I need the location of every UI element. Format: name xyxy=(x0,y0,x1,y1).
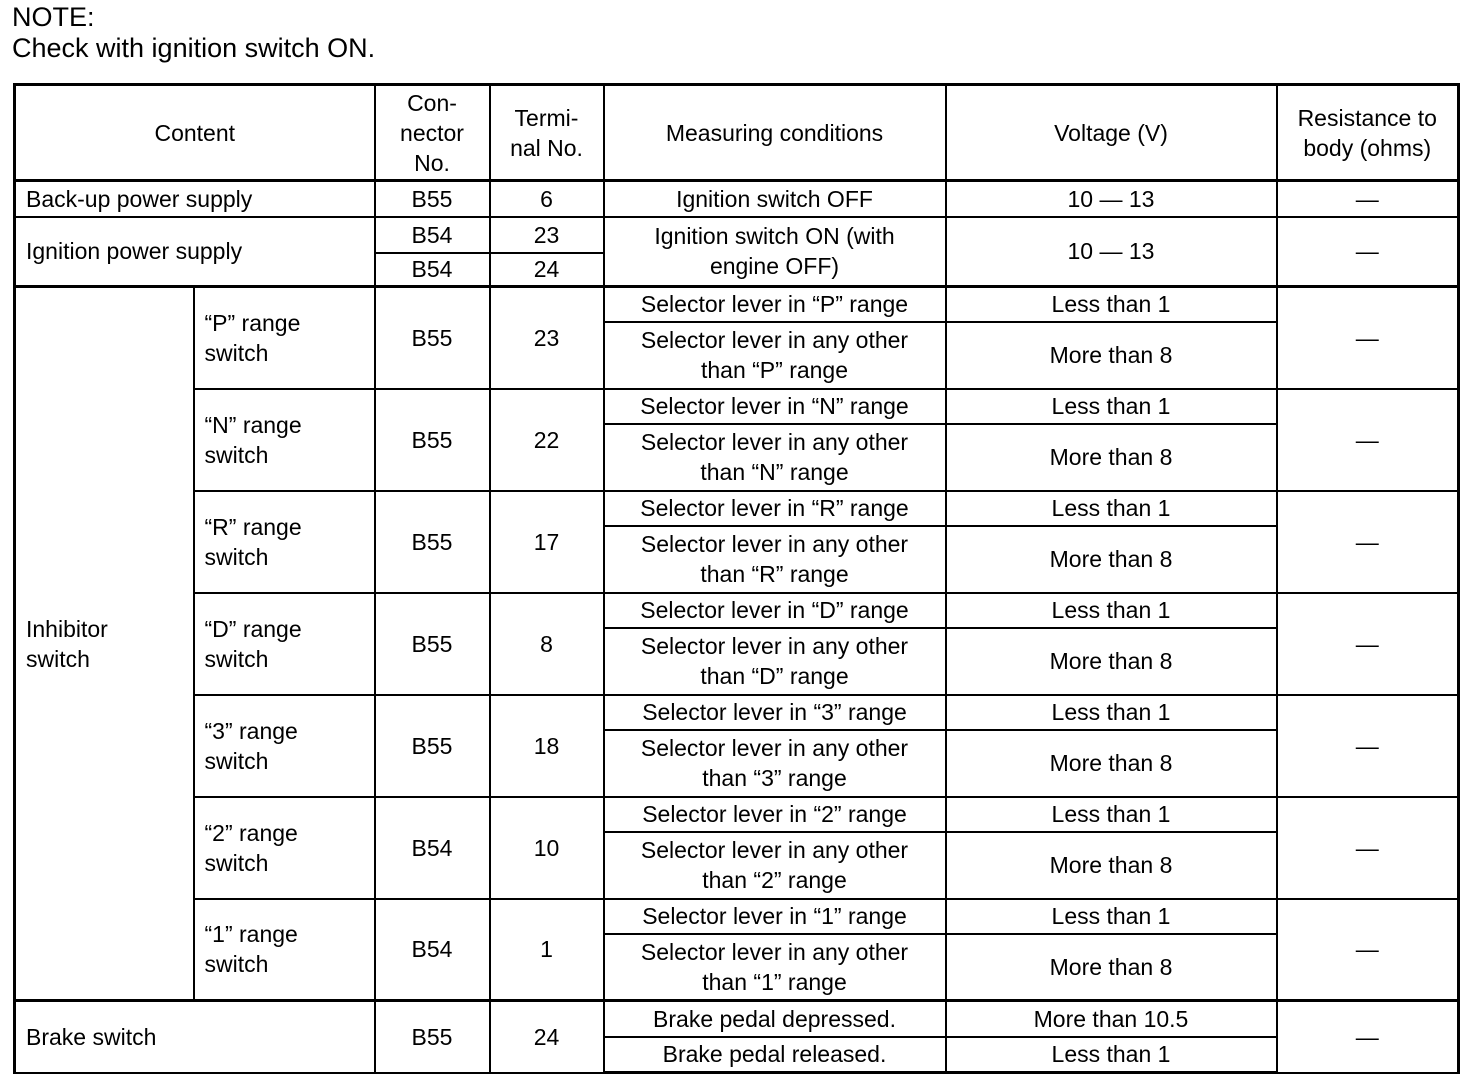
switch-terminal: 17 xyxy=(490,491,604,593)
ignition-terminal-1: 23 xyxy=(490,217,604,253)
condition-in-range: Selector lever in “N” range xyxy=(604,389,946,424)
switch-name: “2” range switch xyxy=(194,797,375,899)
backup-terminal: 6 xyxy=(490,181,604,217)
voltage-other-range: More than 8 xyxy=(946,424,1277,491)
backup-content: Back-up power supply xyxy=(15,181,375,217)
voltage-in-range: Less than 1 xyxy=(946,797,1277,832)
backup-resistance: — xyxy=(1277,181,1459,217)
brake-resistance: — xyxy=(1277,1001,1459,1073)
switch-name: “N” range switch xyxy=(194,389,375,491)
table-row xyxy=(15,217,1459,253)
switch-name: “1” range switch xyxy=(194,899,375,1001)
ignition-content: Ignition power supply xyxy=(15,217,375,287)
switch-name: “P” range switch xyxy=(194,287,375,389)
voltage-in-range: Less than 1 xyxy=(946,491,1277,526)
table-row xyxy=(15,593,1459,628)
ignition-connector-2: B54 xyxy=(375,253,490,287)
brake-condition-depressed: Brake pedal depressed. xyxy=(604,1001,946,1037)
note-title: NOTE: xyxy=(12,2,95,32)
condition-in-range: Selector lever in “3” range xyxy=(604,695,946,730)
table-row xyxy=(15,491,1459,526)
switch-name: “R” range switch xyxy=(194,491,375,593)
switch-resistance: — xyxy=(1277,389,1459,491)
voltage-other-range: More than 8 xyxy=(946,832,1277,899)
voltage-in-range: Less than 1 xyxy=(946,593,1277,628)
switch-terminal: 23 xyxy=(490,287,604,389)
brake-connector: B55 xyxy=(375,1001,490,1073)
switch-terminal: 10 xyxy=(490,797,604,899)
note-block xyxy=(12,2,375,64)
table-row xyxy=(15,181,1459,217)
voltage-in-range: Less than 1 xyxy=(946,695,1277,730)
header-row xyxy=(15,85,1459,181)
switch-connector: B54 xyxy=(375,899,490,1001)
inhibitor-label: Inhibitor switch xyxy=(15,287,194,1001)
voltage-other-range: More than 8 xyxy=(946,526,1277,593)
table-row xyxy=(15,797,1459,832)
switch-terminal: 1 xyxy=(490,899,604,1001)
switch-name: “D” range switch xyxy=(194,593,375,695)
header-terminal: Termi- nal No. xyxy=(490,85,604,181)
condition-in-range: Selector lever in “P” range xyxy=(604,287,946,322)
switch-resistance: — xyxy=(1277,899,1459,1001)
brake-terminal: 24 xyxy=(490,1001,604,1073)
note-text: Check with ignition switch ON. xyxy=(12,33,376,63)
condition-other-range: Selector lever in any other than “R” range xyxy=(604,526,946,593)
header-conditions: Measuring conditions xyxy=(604,85,946,181)
switch-connector: B55 xyxy=(375,593,490,695)
condition-other-range: Selector lever in any other than “N” range xyxy=(604,424,946,491)
ignition-condition: Ignition switch ON (with engine OFF) xyxy=(604,217,946,287)
switch-resistance: — xyxy=(1277,593,1459,695)
header-voltage: Voltage (V) xyxy=(946,85,1277,181)
brake-voltage-depressed: More than 10.5 xyxy=(946,1001,1277,1037)
voltage-in-range: Less than 1 xyxy=(946,389,1277,424)
switch-resistance: — xyxy=(1277,287,1459,389)
header-content: Content xyxy=(15,85,375,181)
brake-content: Brake switch xyxy=(15,1001,375,1073)
switch-resistance: — xyxy=(1277,695,1459,797)
switch-connector: B55 xyxy=(375,695,490,797)
condition-other-range: Selector lever in any other than “3” range xyxy=(604,730,946,797)
condition-in-range: Selector lever in “2” range xyxy=(604,797,946,832)
switch-resistance: — xyxy=(1277,491,1459,593)
switch-terminal: 22 xyxy=(490,389,604,491)
voltage-other-range: More than 8 xyxy=(946,934,1277,1001)
table-row xyxy=(15,389,1459,424)
backup-condition: Ignition switch OFF xyxy=(604,181,946,217)
voltage-other-range: More than 8 xyxy=(946,730,1277,797)
table-row xyxy=(15,1001,1459,1037)
table-row xyxy=(15,287,1459,322)
header-connector: Con- nector No. xyxy=(375,85,490,181)
condition-other-range: Selector lever in any other than “D” range xyxy=(604,628,946,695)
ignition-voltage: 10 — 13 xyxy=(946,217,1277,287)
voltage-other-range: More than 8 xyxy=(946,322,1277,389)
switch-resistance: — xyxy=(1277,797,1459,899)
switch-name: “3” range switch xyxy=(194,695,375,797)
brake-voltage-released: Less than 1 xyxy=(946,1037,1277,1073)
switch-connector: B54 xyxy=(375,797,490,899)
switch-connector: B55 xyxy=(375,287,490,389)
ignition-connector-1: B54 xyxy=(375,217,490,253)
ignition-terminal-2: 24 xyxy=(490,253,604,287)
table-row xyxy=(15,695,1459,730)
table-row xyxy=(15,899,1459,934)
condition-other-range: Selector lever in any other than “1” range xyxy=(604,934,946,1001)
switch-connector: B55 xyxy=(375,491,490,593)
condition-other-range: Selector lever in any other than “P” range xyxy=(604,322,946,389)
inspection-table xyxy=(13,83,1460,1074)
switch-terminal: 8 xyxy=(490,593,604,695)
header-resistance: Resistance to body (ohms) xyxy=(1277,85,1459,181)
ignition-resistance: — xyxy=(1277,217,1459,287)
switch-terminal: 18 xyxy=(490,695,604,797)
voltage-in-range: Less than 1 xyxy=(946,899,1277,934)
backup-connector: B55 xyxy=(375,181,490,217)
brake-condition-released: Brake pedal released. xyxy=(604,1037,946,1073)
switch-connector: B55 xyxy=(375,389,490,491)
condition-in-range: Selector lever in “R” range xyxy=(604,491,946,526)
condition-other-range: Selector lever in any other than “2” range xyxy=(604,832,946,899)
condition-in-range: Selector lever in “1” range xyxy=(604,899,946,934)
voltage-in-range: Less than 1 xyxy=(946,287,1277,322)
backup-voltage: 10 — 13 xyxy=(946,181,1277,217)
condition-in-range: Selector lever in “D” range xyxy=(604,593,946,628)
voltage-other-range: More than 8 xyxy=(946,628,1277,695)
